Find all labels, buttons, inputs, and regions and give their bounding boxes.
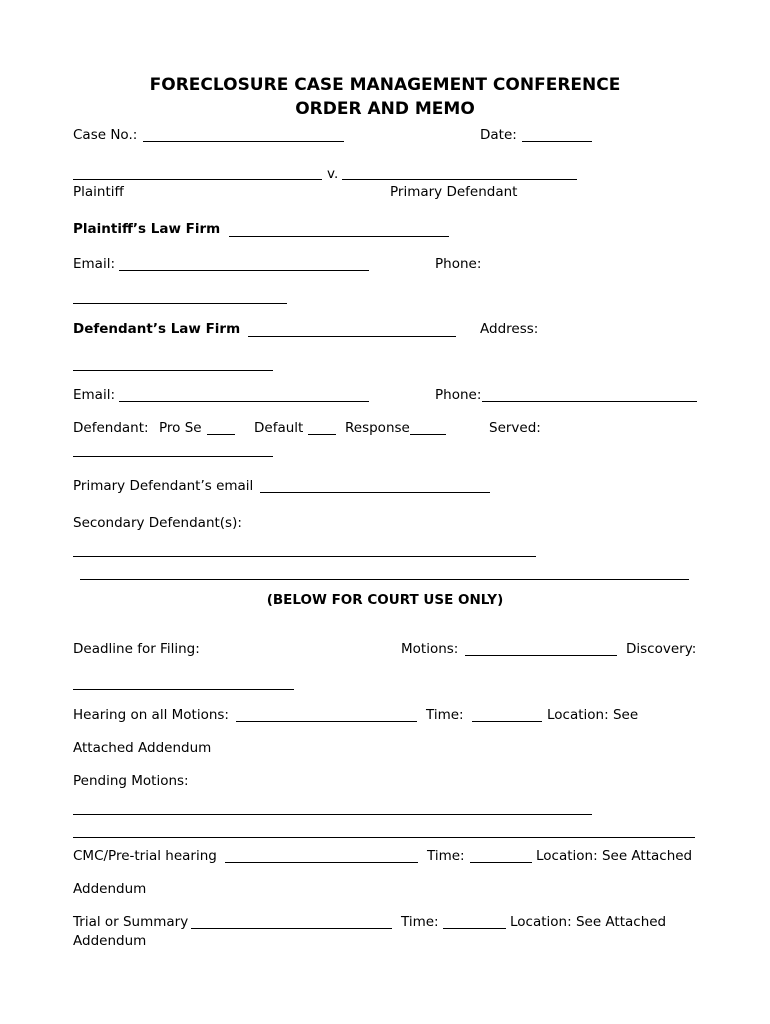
pro-se-field[interactable] — [207, 434, 235, 435]
hearing-location-label: Location: See — [547, 707, 639, 723]
pending-motions-field-1[interactable] — [73, 814, 592, 815]
secondary-defendants-field-1[interactable] — [73, 556, 536, 557]
cmc-addendum: Addendum — [73, 881, 147, 897]
defendant-law-firm-field[interactable] — [248, 336, 456, 337]
defendant-address-label: Address: — [480, 321, 539, 337]
discovery-label: Discovery: — [626, 641, 697, 657]
default-label: Default — [254, 420, 304, 436]
hearing-field[interactable] — [236, 721, 417, 722]
defendant-email-field[interactable] — [119, 401, 369, 402]
hearing-time-label: Time: — [426, 707, 464, 723]
date-field[interactable] — [522, 141, 592, 142]
trial-time-field[interactable] — [443, 928, 506, 929]
case-no-label: Case No.: — [73, 127, 138, 143]
deadline-label: Deadline for Filing: — [73, 641, 200, 657]
cmc-field[interactable] — [225, 862, 418, 863]
served-field[interactable] — [73, 456, 273, 457]
court-use-heading: (BELOW FOR COURT USE ONLY) — [266, 592, 504, 608]
hearing-time-field[interactable] — [472, 721, 542, 722]
primary-defendant-field[interactable] — [342, 179, 577, 180]
secondary-defendants-label: Secondary Defendant(s): — [73, 515, 242, 531]
plaintiff-label: Plaintiff — [73, 184, 124, 200]
plaintiff-law-firm-label: Plaintiff’s Law Firm — [73, 221, 221, 237]
secondary-defendants-field-2[interactable] — [80, 579, 689, 580]
trial-field[interactable] — [191, 928, 392, 929]
cmc-location-label: Location: See Attached — [536, 848, 693, 864]
motions-label: Motions: — [401, 641, 459, 657]
pending-motions-label: Pending Motions: — [73, 773, 189, 789]
versus-text: v. — [327, 166, 339, 182]
plaintiff-email-field[interactable] — [119, 270, 369, 271]
defendant-address-field[interactable] — [73, 370, 273, 371]
cmc-time-label: Time: — [427, 848, 465, 864]
plaintiff-email-label: Email: — [73, 256, 116, 272]
form-title-line2: ORDER AND MEMO — [295, 99, 475, 119]
plaintiff-phone-label: Phone: — [435, 256, 482, 272]
date-label: Date: — [480, 127, 517, 143]
pending-motions-field-2[interactable] — [73, 837, 695, 838]
hearing-attached-addendum: Attached Addendum — [73, 740, 212, 756]
plaintiff-law-firm-field[interactable] — [229, 236, 449, 237]
defendant-law-firm-label: Defendant’s Law Firm — [73, 321, 241, 337]
defendant-phone-label: Phone: — [435, 387, 482, 403]
form-title-line1: FORECLOSURE CASE MANAGEMENT CONFERENCE — [149, 75, 621, 95]
trial-addendum: Addendum — [73, 933, 147, 949]
pro-se-label: Pro Se — [159, 420, 202, 436]
defendant-status-label: Defendant: — [73, 420, 149, 436]
primary-defendant-email-field[interactable] — [260, 492, 490, 493]
case-no-field[interactable] — [143, 141, 344, 142]
defendant-phone-field[interactable] — [482, 401, 697, 402]
plaintiff-phone-field[interactable] — [73, 303, 287, 304]
primary-defendant-label: Primary Defendant — [390, 184, 518, 200]
defendant-email-label: Email: — [73, 387, 116, 403]
response-label: Response — [345, 420, 410, 436]
cmc-time-field[interactable] — [470, 862, 532, 863]
cmc-label: CMC/Pre-trial hearing — [73, 848, 217, 864]
motions-field[interactable] — [465, 655, 617, 656]
served-label: Served: — [489, 420, 541, 436]
trial-label: Trial or Summary — [73, 914, 189, 930]
hearing-label: Hearing on all Motions: — [73, 707, 229, 723]
primary-defendant-email-label: Primary Defendant’s email — [73, 478, 254, 494]
plaintiff-field[interactable] — [73, 179, 322, 180]
response-field[interactable] — [410, 434, 446, 435]
trial-location-label: Location: See Attached — [510, 914, 667, 930]
trial-time-label: Time: — [401, 914, 439, 930]
discovery-field[interactable] — [73, 689, 294, 690]
default-field[interactable] — [308, 434, 336, 435]
